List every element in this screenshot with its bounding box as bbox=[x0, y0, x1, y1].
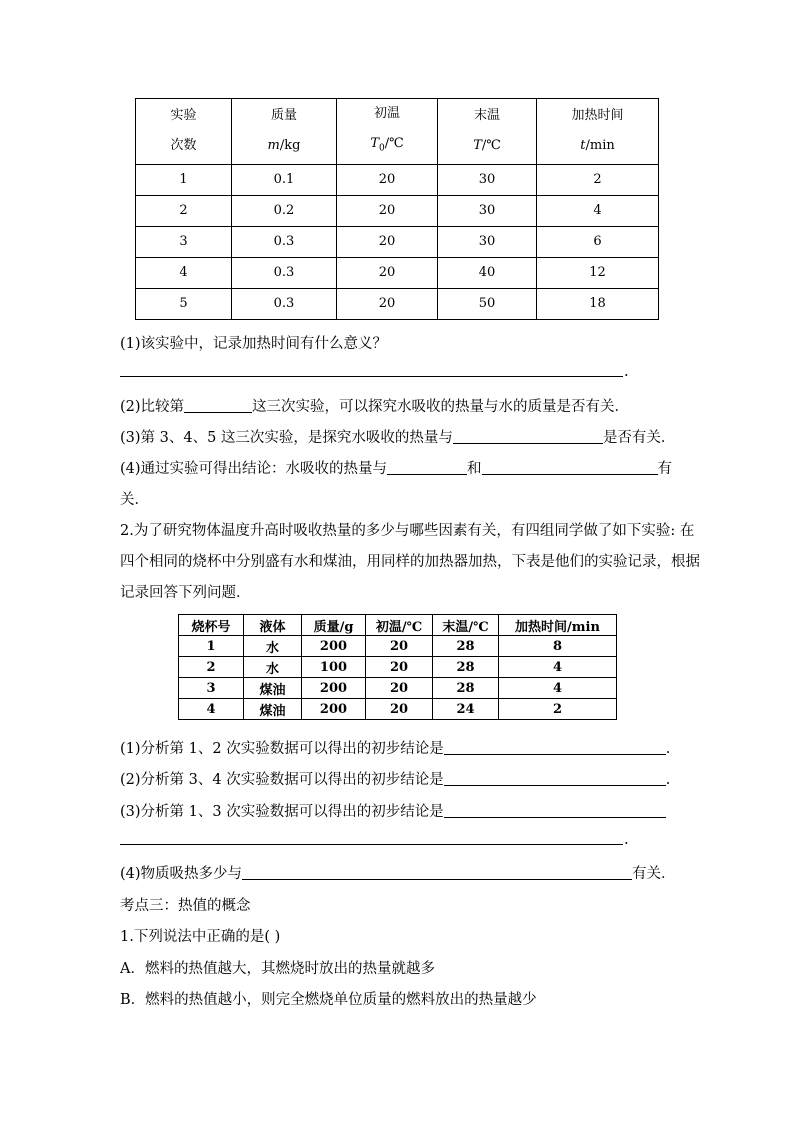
header-cell: 末温 T/℃ bbox=[438, 99, 537, 165]
answer-blank[interactable] bbox=[242, 865, 632, 880]
table-cell: 2 bbox=[136, 195, 232, 226]
q2-answer1: (1)分析第 1、2 次实验数据可以得出的初步结论是 . bbox=[120, 741, 671, 757]
q2-intro-line2: 四个相同的烧杯中分别盛有水和煤油，用同样的加热器加热，下表是他们的实验记录，根据 bbox=[120, 554, 700, 570]
table-cell: 200 bbox=[302, 678, 366, 699]
table-cell: 0.3 bbox=[232, 226, 337, 257]
answer-blank[interactable] bbox=[387, 460, 467, 475]
table-cell: 4 bbox=[179, 699, 244, 720]
answer-blank[interactable] bbox=[184, 398, 252, 413]
table-cell: 2 bbox=[537, 164, 659, 195]
table-row bbox=[136, 288, 659, 319]
answer-blank[interactable] bbox=[453, 429, 603, 444]
period: . bbox=[624, 832, 629, 848]
table-cell: 24 bbox=[433, 699, 499, 720]
table-cell: 0.3 bbox=[232, 288, 337, 319]
q1-part2: (2)比较第 这三次实验，可以探究水吸收的热量与水的质量是否有关． bbox=[120, 399, 630, 415]
table-cell: 18 bbox=[537, 288, 659, 319]
table-cell: 0.3 bbox=[232, 257, 337, 288]
table-cell: 20 bbox=[366, 699, 433, 720]
table-cell: 28 bbox=[433, 678, 499, 699]
experiment-table-2 bbox=[178, 614, 617, 720]
table-cell: 4 bbox=[537, 195, 659, 226]
table-cell: 12 bbox=[537, 257, 659, 288]
q2-answer4: (4)物质吸热多少与 有关． bbox=[120, 866, 676, 882]
table-cell: 煤油 bbox=[244, 678, 302, 699]
table1-header-row bbox=[136, 99, 659, 165]
table-cell: 20 bbox=[337, 288, 438, 319]
table-row bbox=[136, 226, 659, 257]
answer-line[interactable] bbox=[120, 844, 623, 845]
table-cell: 30 bbox=[438, 164, 537, 195]
header-cell: 加热时间 t/min bbox=[537, 99, 659, 165]
header-cell: 初温 $T_0/℃$ bbox=[337, 99, 438, 165]
table-row bbox=[136, 257, 659, 288]
q1-part4-cont: 关． bbox=[120, 492, 149, 508]
table-row bbox=[179, 699, 617, 720]
q1-part4: (4)通过实验可得出结论：水吸收的热量与 和 有 bbox=[120, 461, 673, 477]
header-cell: 初温/℃ bbox=[366, 615, 433, 636]
table-cell: 100 bbox=[302, 657, 366, 678]
table-cell: 40 bbox=[438, 257, 537, 288]
table-cell: 水 bbox=[244, 657, 302, 678]
option-a[interactable]: A．燃料的热值越大，其燃烧时放出的热量就越多 bbox=[120, 961, 435, 977]
table-cell: 1 bbox=[179, 636, 244, 657]
q2-answer3: (3)分析第 1、3 次实验数据可以得出的初步结论是 bbox=[120, 800, 666, 821]
header-cell: 末温/℃ bbox=[433, 615, 499, 636]
table-row bbox=[179, 657, 617, 678]
table-cell: 30 bbox=[438, 226, 537, 257]
table-cell: 0.1 bbox=[232, 164, 337, 195]
table-cell: 4 bbox=[499, 678, 617, 699]
answer-blank[interactable] bbox=[444, 803, 666, 818]
table-cell: 1 bbox=[136, 164, 232, 195]
q2-intro-line1: 2.为了研究物体温度升高时吸收热量的多少与哪些因素有关，有四组同学做了如下实验: 在 bbox=[120, 523, 695, 539]
table-cell: 200 bbox=[302, 636, 366, 657]
table-cell: 20 bbox=[366, 657, 433, 678]
table-cell: 200 bbox=[302, 699, 366, 720]
table-cell: 3 bbox=[136, 226, 232, 257]
table2-header-row bbox=[179, 615, 617, 636]
table-cell: 28 bbox=[433, 657, 499, 678]
table-cell: 0.2 bbox=[232, 195, 337, 226]
header-cell: 液体 bbox=[244, 615, 302, 636]
q1-part3: (3)第 3、4、5 这三次实验，是探究水吸收的热量与 是否有关． bbox=[120, 430, 676, 446]
header-cell: 烧杯号 bbox=[179, 615, 244, 636]
table-cell: 6 bbox=[537, 226, 659, 257]
table-row bbox=[179, 678, 617, 699]
section3-title: 考点三：热值的概念 bbox=[120, 898, 251, 914]
table-cell: 20 bbox=[337, 164, 438, 195]
table-row bbox=[136, 164, 659, 195]
table-cell: 20 bbox=[366, 636, 433, 657]
table-cell: 水 bbox=[244, 636, 302, 657]
table-cell: 4 bbox=[136, 257, 232, 288]
answer-blank[interactable] bbox=[444, 771, 666, 786]
table-row bbox=[179, 636, 617, 657]
table-cell: 5 bbox=[136, 288, 232, 319]
table-cell: 煤油 bbox=[244, 699, 302, 720]
table-cell: 50 bbox=[438, 288, 537, 319]
table-cell: 3 bbox=[179, 678, 244, 699]
header-cell: 质量/g bbox=[302, 615, 366, 636]
option-b[interactable]: B．燃料的热值越小，则完全燃烧单位质量的燃料放出的热量越少 bbox=[120, 992, 537, 1008]
table-cell: 4 bbox=[499, 657, 617, 678]
header-cell: 质量 m/kg bbox=[232, 99, 337, 165]
table-cell: 2 bbox=[499, 699, 617, 720]
table-cell: 30 bbox=[438, 195, 537, 226]
table-cell: 2 bbox=[179, 657, 244, 678]
answer-blank[interactable] bbox=[444, 740, 666, 755]
table-cell: 20 bbox=[337, 226, 438, 257]
period: . bbox=[624, 364, 629, 380]
answer-blank[interactable] bbox=[482, 460, 658, 475]
answer-line[interactable] bbox=[120, 376, 623, 377]
table-cell: 20 bbox=[337, 257, 438, 288]
table-cell: 20 bbox=[366, 678, 433, 699]
experiment-table-1 bbox=[135, 98, 659, 320]
header-cell: 实验 次数 bbox=[136, 99, 232, 165]
section3-question: 1.下列说法中正确的是( ) bbox=[120, 929, 281, 945]
table-row bbox=[136, 195, 659, 226]
table-cell: 20 bbox=[337, 195, 438, 226]
q1-part1: (1)该实验中，记录加热时间有什么意义？ bbox=[120, 336, 388, 352]
q2-intro-line3: 记录回答下列问题． bbox=[120, 585, 251, 601]
table-cell: 8 bbox=[499, 636, 617, 657]
q2-answer2: (2)分析第 3、4 次实验数据可以得出的初步结论是 . bbox=[120, 772, 671, 788]
table-cell: 28 bbox=[433, 636, 499, 657]
header-cell: 加热时间/min bbox=[499, 615, 617, 636]
